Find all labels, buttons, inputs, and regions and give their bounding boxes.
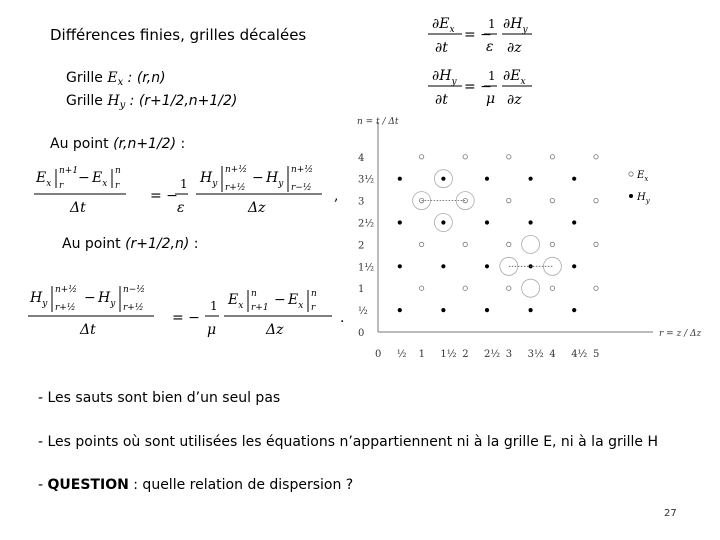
y-tick-label: ½ — [358, 306, 368, 318]
x-tick-label: 5 — [593, 349, 600, 360]
fd2-tail: . — [340, 310, 345, 326]
e-grid-point — [594, 198, 598, 202]
stencil-ring — [522, 279, 540, 297]
e-grid-point — [594, 286, 598, 290]
point2-label — [62, 236, 199, 252]
y-tick-label: 1 — [358, 284, 365, 296]
fd2-u2: $E_x$ — [288, 292, 304, 311]
staggered-grid-figure — [345, 112, 707, 370]
y-tick-label: 4 — [358, 152, 365, 164]
point1-label — [50, 136, 185, 152]
x-tick-label: 1 — [418, 349, 425, 360]
fd2-u2-low: r — [311, 303, 316, 313]
h-grid-point — [529, 308, 533, 312]
fd1-u2-sup: n+½ — [291, 165, 314, 175]
h-grid-point — [529, 177, 533, 181]
e-grid-point — [419, 242, 423, 246]
x-tick-label: ½ — [396, 349, 407, 360]
fd2-coef-den: μ — [207, 322, 217, 338]
fd1-term2: $E_x$ — [92, 170, 108, 189]
fd1-term1: $E_x$ — [36, 170, 52, 189]
y-tick-label: 3 — [358, 196, 365, 208]
bullet-1: - Les sauts sont bien d’un seul pas — [38, 390, 281, 406]
x-tick-label: 3 — [505, 349, 513, 360]
fd1-t2-sup: n — [115, 166, 121, 176]
y-tick-label: 1½ — [358, 262, 375, 274]
fd1-t1-sup: n+1 — [59, 166, 79, 176]
h-grid-point — [398, 264, 402, 268]
stencil-highlights — [413, 170, 562, 298]
h-grid-point — [485, 177, 489, 181]
grille-e-prefix: Grille — [66, 70, 103, 86]
m2-coef-num: 1 — [488, 69, 496, 83]
point2-loc: (r+1/2,n) — [125, 236, 190, 252]
legend-h-label: $H_y$ — [637, 192, 650, 205]
grille-e-var: E — [107, 70, 118, 86]
fd1-tail: , — [334, 188, 339, 204]
m2-lhs-den: ∂t — [435, 92, 448, 108]
x-axis-label: r = z / Δz — [659, 329, 702, 339]
grille-h-prefix: Grille — [66, 93, 103, 109]
bullet-2: - Les points où sont utilisées les équations n’appartiennent ni à la grille E, ni à la grille H — [38, 434, 658, 450]
fd1-t1-low: r — [59, 181, 64, 191]
grille-e-sub: x — [117, 77, 124, 88]
fd2-minus: − — [84, 290, 96, 306]
maxwell-eq2 — [428, 68, 532, 108]
legend-e-label: $E_x$ — [637, 170, 649, 183]
maxwell-equations — [418, 8, 548, 110]
fd1-sign: = − — [150, 188, 178, 204]
x-tick-label: 1½ — [440, 349, 457, 360]
m1-lhs-den: ∂t — [435, 40, 448, 56]
m1-coef-num: 1 — [488, 17, 496, 31]
y-tick-labels — [358, 153, 374, 339]
y-axis-label: n = t / Δt — [357, 117, 399, 127]
e-grid-point — [463, 155, 467, 159]
x-tick-label: 4½ — [571, 349, 588, 360]
fd1-minus: − — [78, 170, 90, 186]
fd1-t2-low: r — [115, 181, 120, 191]
h-grid-point — [485, 220, 489, 224]
fd-equation-1 — [30, 158, 348, 218]
maxwell-eq1 — [428, 16, 532, 56]
y-tick-label: 2 — [358, 240, 365, 252]
fd2-u2-sup: n — [311, 289, 317, 299]
e-grid-point — [550, 242, 554, 246]
fd2-t1-sup: n+½ — [55, 285, 78, 295]
fd2-t1-low: r+½ — [55, 303, 76, 313]
fd2-term1: $H_y$ — [30, 290, 48, 309]
e-grid-point — [419, 198, 423, 202]
fd2-den: Δt — [80, 322, 96, 338]
fd2-u1-sup: n — [251, 289, 257, 299]
e-grid-point — [507, 155, 511, 159]
grid-points — [398, 155, 599, 313]
fd1-u2-low: r−½ — [291, 183, 312, 193]
fd2-sign: = − — [172, 310, 200, 326]
fd1-minus2: − — [252, 170, 264, 186]
legend-h-symbol — [629, 194, 633, 198]
fd1-coef-num: 1 — [180, 177, 188, 191]
point1-suffix: : — [176, 136, 186, 152]
x-tick-labels — [375, 349, 599, 360]
fd2-coef-num: 1 — [210, 299, 218, 313]
e-grid-point — [550, 286, 554, 290]
fd2-u1-low: r+1 — [251, 303, 269, 313]
bullet-3 — [38, 477, 353, 493]
m2-rhs-num: $\partial E_x$ — [503, 68, 526, 87]
y-tick-label: 3½ — [358, 174, 375, 186]
x-tick-label: 2½ — [484, 349, 501, 360]
grille-h-var: H — [107, 93, 120, 109]
e-grid-point — [550, 155, 554, 159]
m2-lhs-num: $\partial H_y$ — [432, 68, 457, 87]
e-grid-point — [550, 198, 554, 202]
grille-h-sub: y — [119, 100, 126, 111]
h-grid-point — [572, 177, 576, 181]
h-grid-point — [398, 220, 402, 224]
y-tick-label: 0 — [358, 328, 365, 339]
h-grid-point — [441, 220, 445, 224]
legend-e-symbol — [629, 172, 633, 176]
e-grid-point — [419, 155, 423, 159]
page-number: 27 — [664, 508, 677, 519]
bullet-3-prefix: - — [38, 477, 48, 493]
h-grid-point — [572, 308, 576, 312]
h-grid-point — [398, 177, 402, 181]
h-grid-point — [398, 308, 402, 312]
m1-lhs-num: $\partial E_x$ — [432, 16, 455, 35]
m2-rhs-den: ∂z — [507, 92, 522, 108]
x-tick-label: 2 — [462, 349, 469, 360]
grille-e-suffix: : (r,n) — [127, 70, 166, 86]
legend — [629, 170, 651, 205]
y-tick-label: 2½ — [358, 218, 375, 230]
m2-coef-den: μ — [486, 91, 496, 107]
h-grid-point — [485, 308, 489, 312]
fd1-u1-low: r+½ — [225, 183, 246, 193]
m1-coef-den: ε — [486, 39, 494, 55]
e-grid-point — [594, 242, 598, 246]
h-grid-point — [441, 264, 445, 268]
fd1-u1-sup: n+½ — [225, 165, 248, 175]
h-grid-point — [529, 220, 533, 224]
fd1-u2: $H_y$ — [266, 170, 284, 189]
e-grid-point — [419, 286, 423, 290]
h-grid-point — [572, 220, 576, 224]
grille-h-suffix: : (r+1/2,n+1/2) — [129, 93, 238, 109]
grille-e-line — [66, 70, 166, 88]
point1-prefix: Au point — [50, 136, 114, 152]
e-grid-point — [463, 242, 467, 246]
e-grid-point — [507, 198, 511, 202]
e-grid-point — [594, 155, 598, 159]
fd2-minus2: − — [274, 292, 286, 308]
h-grid-point — [485, 264, 489, 268]
fd2-term2: $H_y$ — [98, 290, 116, 309]
fd2-t2-sup: n−½ — [123, 285, 146, 295]
fd1-coef-den: ε — [177, 200, 185, 216]
m1-sign: = − — [464, 27, 492, 43]
h-grid-point — [441, 177, 445, 181]
e-grid-point — [507, 242, 511, 246]
fd2-den2: Δz — [266, 322, 284, 338]
point2-suffix: : — [189, 236, 199, 252]
x-tick-label: 4 — [549, 349, 556, 360]
grille-h-line — [66, 93, 237, 111]
stencil-ring — [522, 235, 540, 253]
fd2-u1: $E_x$ — [228, 292, 244, 311]
fd1-den2: Δz — [248, 200, 266, 216]
m1-rhs-den: ∂z — [507, 40, 522, 56]
e-grid-point — [507, 286, 511, 290]
fd-equation-2 — [24, 278, 348, 338]
fd1-u1: $H_y$ — [200, 170, 218, 189]
bullet-3-rest: : quelle relation de dispersion ? — [128, 477, 354, 493]
point2-prefix: Au point — [62, 236, 126, 252]
m2-sign: = − — [464, 79, 492, 95]
h-grid-point — [441, 308, 445, 312]
fd2-t2-low: r+½ — [123, 303, 144, 313]
x-tick-label: 0 — [375, 349, 382, 360]
x-tick-label: 3½ — [527, 349, 544, 360]
e-grid-point — [463, 286, 467, 290]
h-grid-point — [572, 264, 576, 268]
point1-loc: (r,n+1/2) — [113, 136, 177, 152]
bullet-3-bold: QUESTION — [47, 477, 129, 493]
slide-title: Différences finies, grilles décalées — [50, 26, 307, 44]
fd1-den: Δt — [70, 200, 86, 216]
m1-rhs-num: $\partial H_y$ — [503, 16, 528, 35]
